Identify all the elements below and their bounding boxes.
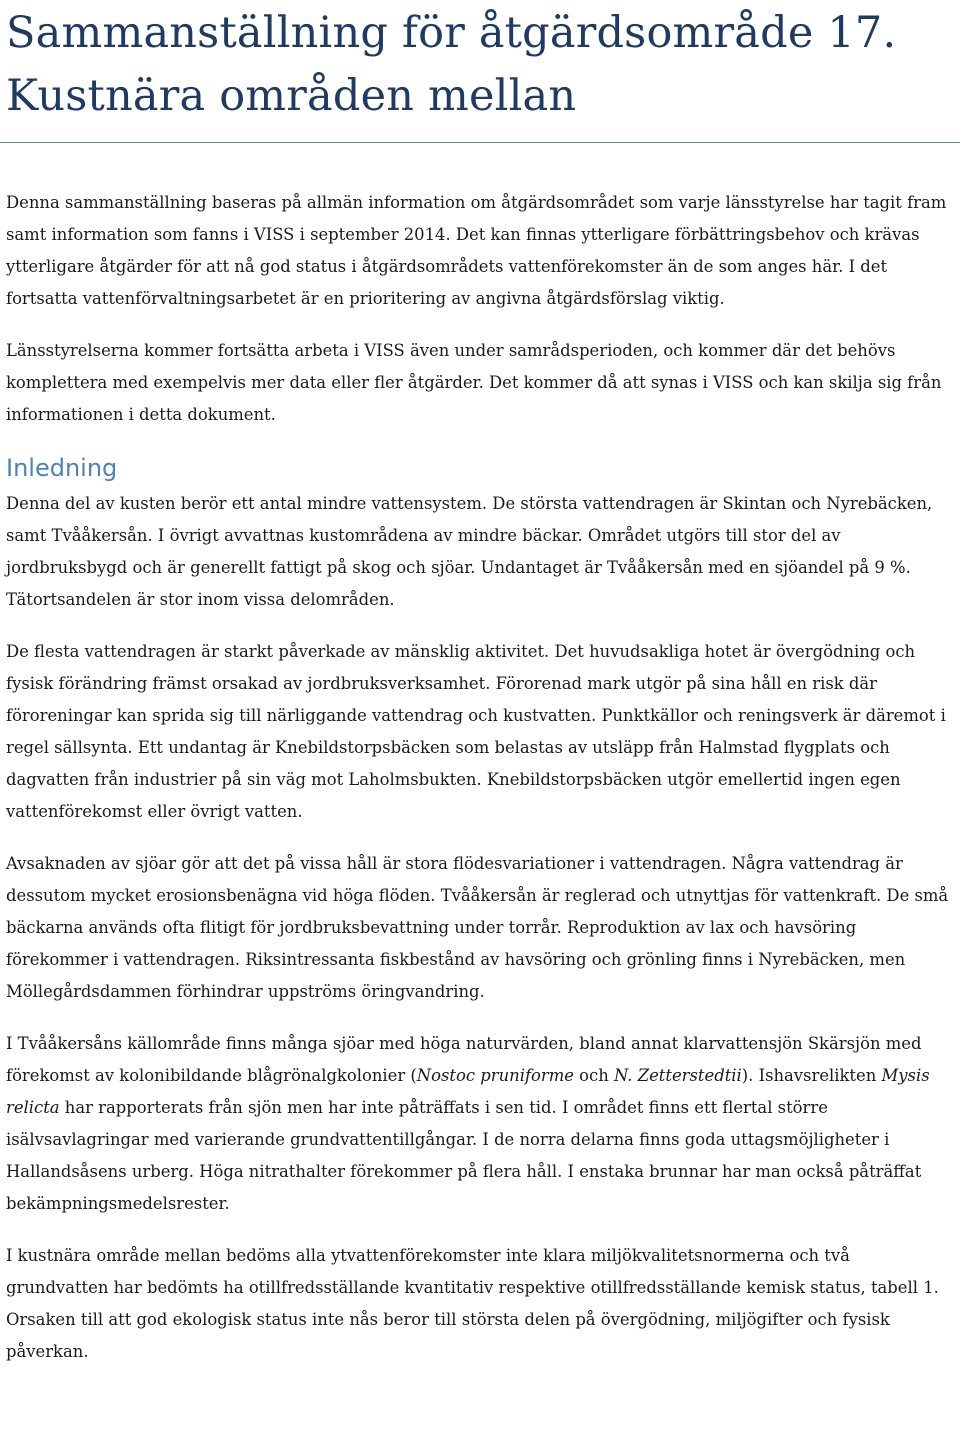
closing-paragraph: I kustnära område mellan bedöms alla ytvattenförekomster inte klara miljökvalitetsnormerna och två grundvatten har bedömts ha otillfredsställande kvantitativ respektive otillfredsställande kemisk status, tabell 1. Orsaken till att god ekologisk status inte nås beror till största delen på övergödning, miljögifter och fysisk påverkan. [6,1246,939,1361]
species-text-1: I Tvååkersåns källområde finns många sjöar med höga naturvärden, bland annat klarvattensjön Skärsjön med förekomst av kolonibildande blågrönalgkolonier ( [6,1034,922,1085]
section-heading-inledning: Inledning [6,454,118,482]
species-name-nostoc: Nostoc pruniforme [416,1066,574,1085]
species-paragraph [6,1028,954,1220]
intro-paragraph-1: Denna sammanställning baseras på allmän information om åtgärdsområdet som varje länsstyrelse har tagit fram samt information som fanns i VISS i september 2014. Det kan finnas ytterligare förbättringsbehov och krävas ytterligare åtgärder för att nå god status i åtgärdsområdets vattenförekomster än de som anges här. I det fortsatta vattenförvaltningsarbetet är en prioritering av angivna åtgärdsförslag viktig. [6,193,947,308]
species-name-mysis: Mysis relicta [6,1066,930,1117]
document-title: Sammanställning för åtgärdsområde 17. Kustnära områden mellan [6,8,897,121]
intro-paragraph-2: Länsstyrelserna kommer fortsätta arbeta i VISS även under samrådsperioden, och kommer där det behövs komplettera med exempelvis mer data eller fler åtgärder. Det kommer då att synas i VISS och kan skilja sig från informationen i detta dokument. [6,341,942,424]
species-text-3: ). Ishavsrelikten [741,1066,882,1085]
section-paragraph-2: De flesta vattendragen är starkt påverkade av mänsklig aktivitet. Det huvudsakliga hotet är övergödning och fysisk förändring främst orsakad av jordbruksverksamhet. Förorenad mark utgör på sina håll en risk där föroreningar kan sprida sig till närliggande vattendrag och kustvatten. Punktkällor och reningsverk är däremot i regel sällsynta. Ett undantag är Knebildstorpsbäcken som belastas av utsläpp från Halmstad flygplats och dagvatten från industrier på sin väg mot Laholmsbukten. Knebildstorpsbäcken utgör emellertid ingen egen vattenförekomst eller övrigt vatten. [6,642,946,821]
title-divider [0,142,960,143]
species-name-zetterstedtii: N. Zetterstedtii [614,1066,742,1085]
document-page [6,0,954,1368]
species-text-2: och [573,1066,614,1085]
species-text-4: har rapporterats från sjön men har inte påträffats i sen tid. I området finns ett flertal större isälvsavlagringar med varierande grundvattentillgångar. I de norra delarna finns goda uttagsmöjligheter i Hallandsåsens urberg. Höga nitrathalter förekommer på flera håll. I enstaka brunnar har man också påträffat bekämpningsmedelsrester. [6,1098,922,1213]
section-paragraph-1: Denna del av kusten berör ett antal mindre vattensystem. De största vattendragen är Skintan och Nyrebäcken, samt Tvååkersån. I övrigt avvattnas kustområdena av mindre bäckar. Området utgörs till stor del av jordbruksbygd och är generellt fattigt på skog och sjöar. Undantaget är Tvååkersån med en sjöandel på 9 %. Tätortsandelen är stor inom vissa delområden. [6,494,933,609]
section-paragraph-3: Avsaknaden av sjöar gör att det på vissa håll är stora flödesvariationer i vattendragen. Några vattendrag är dessutom mycket erosionsbenägna vid höga flöden. Tvååkersån är reglerad och utnyttjas för vattenkraft. De små bäckarna används ofta flitigt för jordbruksbevattning under torrår. Reproduktion av lax och havsöring förekommer i vattendragen. Riksintressanta fiskbestånd av havsöring och grönling finns i Nyrebäcken, men Möllegårdsdammen förhindrar uppströms öringvandring. [6,854,949,1001]
